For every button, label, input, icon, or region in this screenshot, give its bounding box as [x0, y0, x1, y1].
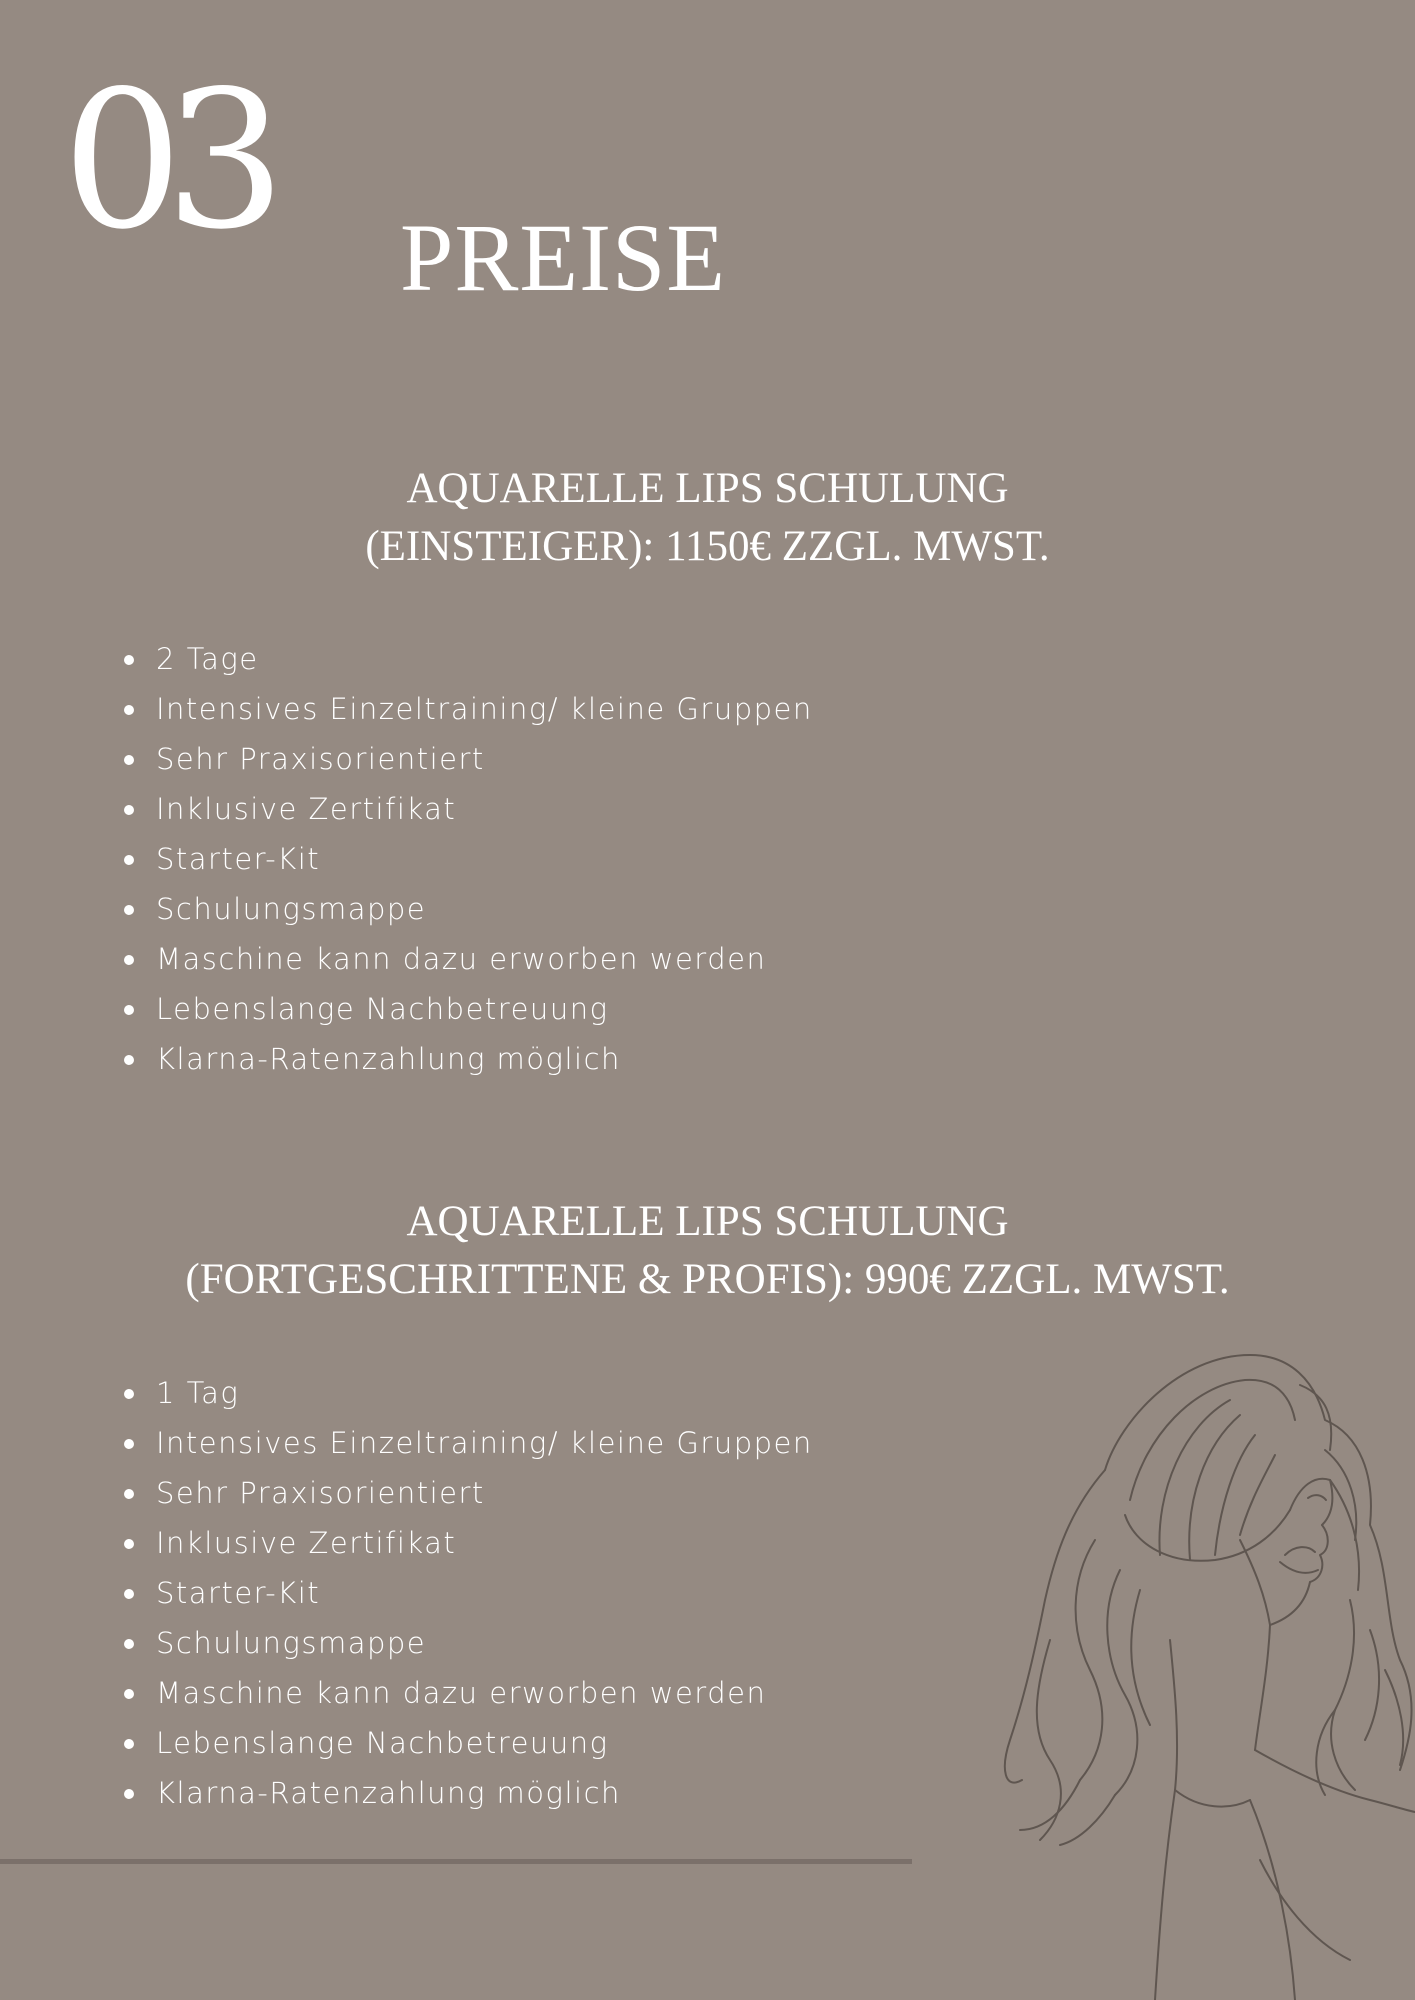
- list-item: Intensives Einzeltraining/ kleine Gruppen: [120, 1418, 813, 1468]
- chapter-number: 03: [62, 50, 268, 271]
- section-heading-line1: AQUARELLE LIPS SCHULUNG: [406, 465, 1009, 512]
- feature-list-advanced: [120, 1368, 813, 1818]
- feature-list-beginner: [120, 634, 813, 1084]
- list-item: Lebenslange Nachbetreuung: [120, 1718, 813, 1768]
- list-item: Intensives Einzeltraining/ kleine Gruppen: [120, 684, 813, 734]
- list-item: Starter-Kit: [120, 834, 813, 884]
- section-heading-line2: (EINSTEIGER): 1150€ ZZGL. MWST.: [365, 523, 1050, 570]
- list-item: Schulungsmappe: [120, 1618, 813, 1668]
- list-item: Schulungsmappe: [120, 884, 813, 934]
- list-item: 1 Tag: [120, 1368, 813, 1418]
- list-item: Maschine kann dazu erworben werden: [120, 1668, 813, 1718]
- section-heading-line1: AQUARELLE LIPS SCHULUNG: [406, 1198, 1009, 1245]
- section-heading-beginner: [0, 460, 1415, 576]
- list-item: Klarna-Ratenzahlung möglich: [120, 1768, 813, 1818]
- list-item: Klarna-Ratenzahlung möglich: [120, 1034, 813, 1084]
- section-heading-advanced: [0, 1193, 1415, 1309]
- list-item: Maschine kann dazu erworben werden: [120, 934, 813, 984]
- list-item: Starter-Kit: [120, 1568, 813, 1618]
- divider-line: [0, 1859, 912, 1864]
- list-item: 2 Tage: [120, 634, 813, 684]
- list-item: Sehr Praxisorientiert: [120, 1468, 813, 1518]
- list-item: Inklusive Zertifikat: [120, 784, 813, 834]
- page-title: PREISE: [400, 204, 727, 311]
- woman-line-art-icon: [930, 1340, 1415, 2000]
- section-heading-line2: (FORTGESCHRITTENE & PROFIS): 990€ ZZGL. MWST.: [185, 1256, 1230, 1303]
- list-item: Sehr Praxisorientiert: [120, 734, 813, 784]
- list-item: Lebenslange Nachbetreuung: [120, 984, 813, 1034]
- list-item: Inklusive Zertifikat: [120, 1518, 813, 1568]
